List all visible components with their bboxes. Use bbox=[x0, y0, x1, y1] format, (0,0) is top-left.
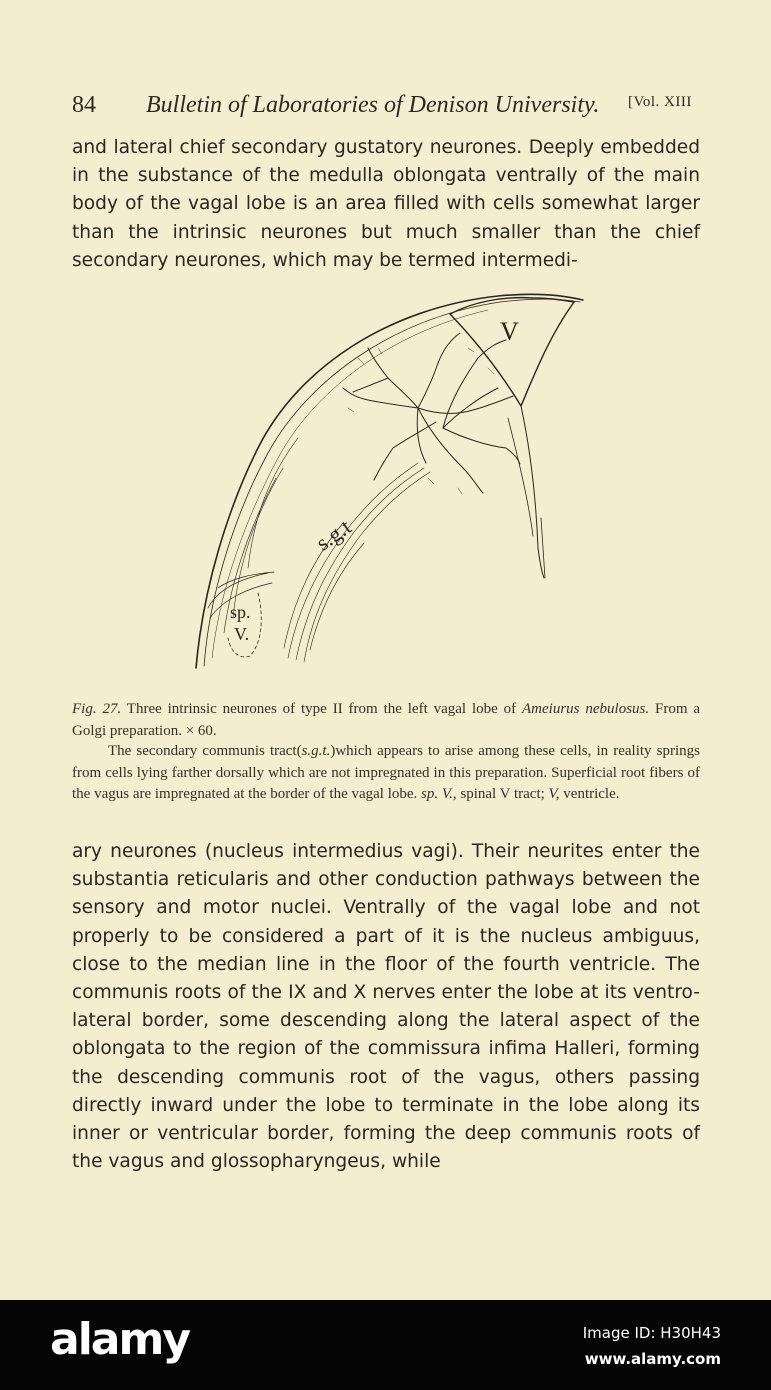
image-id: Image ID: H30H43 bbox=[582, 1324, 721, 1342]
caption-first-paragraph bbox=[72, 699, 700, 742]
ventricle-outline bbox=[450, 298, 574, 406]
alamy-logo: alamy bbox=[50, 1314, 189, 1365]
running-header bbox=[72, 92, 712, 124]
spinal-v-label-2: V. bbox=[234, 624, 250, 644]
ventricle-label: V bbox=[500, 317, 519, 346]
caption-body-b: )which appears to arise among these cells, in reality springs from cells lying farther dorsally which are not impregnated in this preparation. Superficial root fibers of the vagus are impregnated at the border of the vagal lobe. bbox=[72, 743, 700, 802]
caption-body-d: ventricle. bbox=[563, 786, 620, 802]
page-number: 84 bbox=[72, 92, 96, 118]
caption-abbr-sgt: s.g.t. bbox=[301, 743, 331, 759]
caption-abbr-v: V, bbox=[548, 786, 560, 802]
watermark-footer bbox=[0, 1300, 771, 1390]
caption-second-paragraph bbox=[72, 741, 700, 806]
caption-body-a: The secondary communis tract( bbox=[108, 743, 302, 759]
caption-abbr-spv: sp. V. bbox=[421, 786, 453, 802]
volume-label: [Vol. XIII bbox=[628, 94, 692, 110]
body-paragraph-1: and lateral chief secondary gustatory neurones. Deeply embedded in the substance of the medulla oblongata ventrally of the main body of the vagal lobe is an area filled with cells somewhat larger than the intrinsic neurones but much smaller than the chief secondary neurones, which may be termed intermedi- bbox=[72, 137, 700, 271]
caption-line1: Three intrinsic neurones of type II from the left vagal lobe of bbox=[126, 701, 517, 717]
running-title: Bulletin of Laboratories of Denison University. bbox=[146, 92, 600, 118]
tract-label: s.g.t bbox=[311, 514, 356, 556]
caption-species: Ameiurus nebulosus. bbox=[522, 701, 650, 717]
body-paragraph-2: ary neurones (nucleus intermedius vagi). Their neurites enter the substantia reticularis and other conduction pathways between the sensory and motor nuclei. Ventrally of the vagal lobe and not properly to be considered a part of it is the nucleus ambiguus, close to the median line in the floor of the fourth ventricle. The communis roots of the IX and X nerves enter the lobe at its ventro-lateral border, some descending along the lateral aspect of the oblongata to the region of the commissura infima Halleri, forming the descending communis root of the vagus, others passing directly inward under the lobe to terminate in the lobe along its inner or ventricular border, forming the deep communis roots of the vagus and glossopharyngeus, while bbox=[72, 841, 700, 1173]
caption-fig-label: Fig. 27. bbox=[72, 701, 122, 717]
neurone-figure bbox=[188, 288, 588, 688]
intrinsic-neurones bbox=[343, 333, 520, 493]
spinal-v-label-1: sp. bbox=[230, 602, 251, 622]
caption-prep: From a Golgi preparation. bbox=[72, 701, 701, 739]
caption-magnification: × 60. bbox=[185, 722, 217, 739]
site-url: www.alamy.com bbox=[584, 1350, 721, 1368]
caption-body-c: , spinal V tract; bbox=[452, 786, 545, 802]
